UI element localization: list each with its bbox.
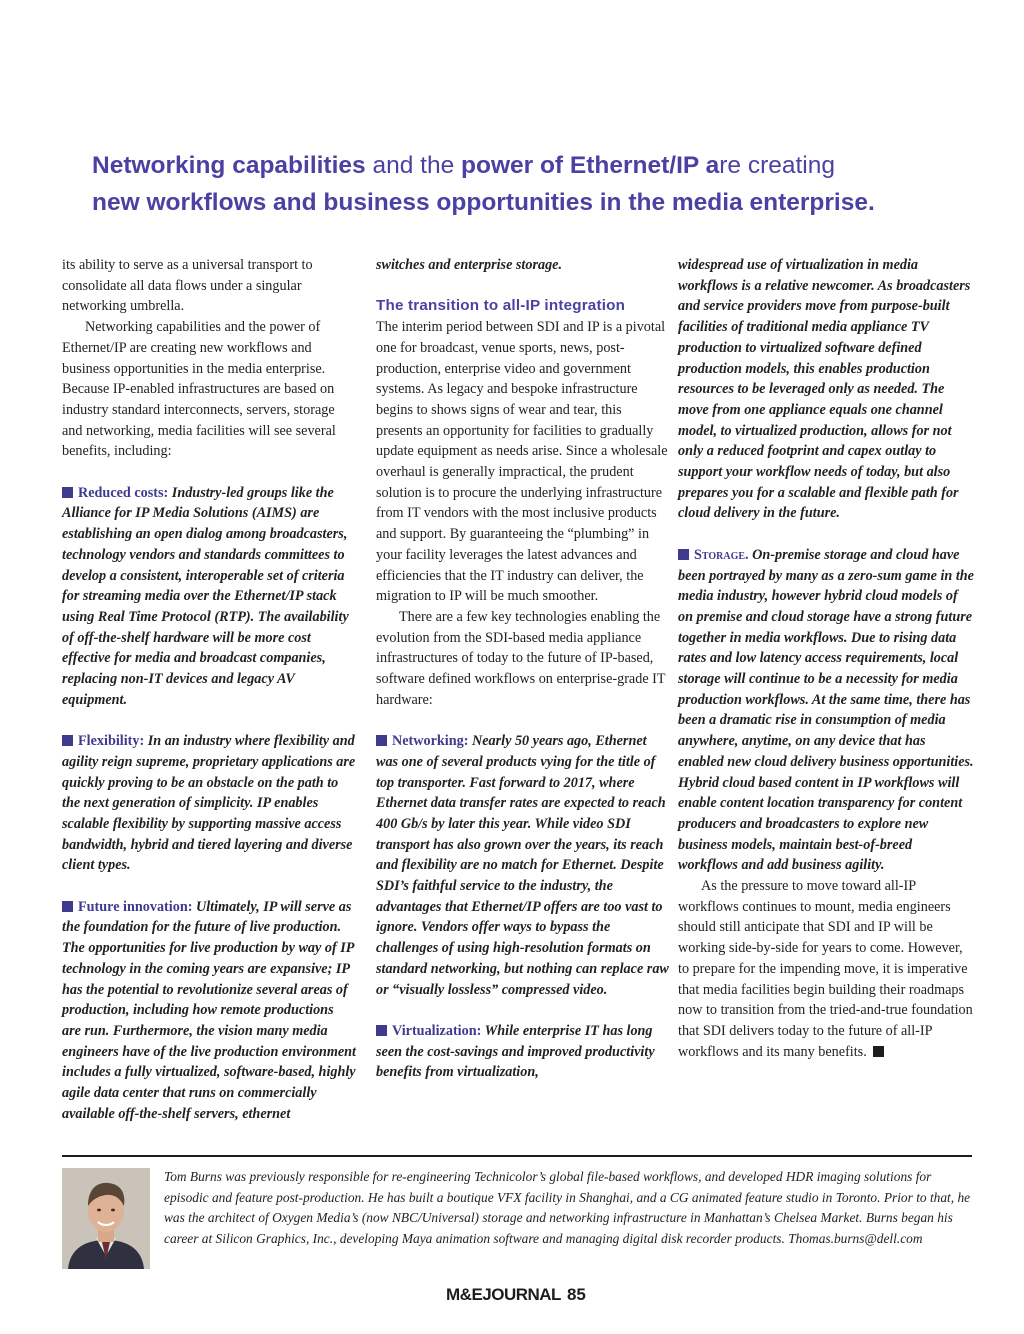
headline-part-1: Networking capabilities <box>92 152 366 179</box>
reduced-costs-text: Industry-led groups like the Alliance for IP Media Solutions (AIMS) are establishing an open dialog among broadcasters, technology vendors and standards committees to develop a consistent, interoperable set of criteria for streaming media over the Ethernet/IP stack using Real Time Protocol (RTP). The availability of off-the-shelf hardware will be more cost effective for media and broadcast companies, replacing non-IT devices and legacy AV equipment. <box>62 484 349 708</box>
author-bio: Tom Burns was previously responsible for re-engineering Technicolor’s global file-based workflows, and developed HDR imaging solutions for episodic and feature post-production. He has built a boutique VFX facility in Shanghai, and a CG animated feature studio in Toronto. Prior to that, he was the architect of Oxygen Media’s (now NBC/Universal) storage and networking infrastructure in Manhattan’s Chelsea Market. Burns began his career at Silicon Graphics, Inc., developing Maya animation software and managing digital disk recorder products. Thomas.burns@dell.com <box>164 1169 971 1247</box>
virtualization-text: While enterprise IT has long seen the cost-savings and improved productivity benefits from virtualization, <box>376 1022 655 1081</box>
page-number: 85 <box>566 1285 586 1304</box>
col2-paragraph-2: There are a few key technologies enabling the evolution from the SDI-based media appliance infrastructures of today to the future of IP-based, software defined workflows on enterprise-grade IT hardware: <box>376 608 666 708</box>
column-3 <box>678 255 974 1062</box>
journal-name: M&EJOURNAL <box>446 1285 561 1304</box>
headline-part-3: power of Ethernet/IP a <box>461 152 720 179</box>
headline-part-5: new workflows and business opportunities in the media enterprise. <box>92 189 875 216</box>
square-bullet-icon <box>376 735 387 746</box>
section-subhead: The transition to all-IP integration <box>376 297 626 315</box>
tech-storage <box>678 545 974 876</box>
tech-networking <box>376 731 670 1000</box>
benefit-flexibility <box>62 731 356 876</box>
col2-continuation: switches and enterprise storage. <box>376 257 563 273</box>
page-footer <box>446 1283 586 1307</box>
square-bullet-icon <box>62 901 73 912</box>
closing-text: As the pressure to move toward all-IP workflows continues to mount, media engineers should still anticipate that SDI and IP will be working side-by-side for years to come. However, to prepare for the impending move, it is imperative that media facilities begin building their roadmaps now to transition from the tried-and-true foundation that SDI delivers today to the future of all-IP workflows and its many benefits. <box>678 878 973 1060</box>
benefit-future-innovation <box>62 897 356 1125</box>
networking-lead: Networking: <box>392 733 469 750</box>
column-1 <box>62 255 356 1124</box>
col2-paragraph-1: The interim period between SDI and IP is a pivotal one for broadcast, venue sports, news, post-production, enterprise video and government systems. As legacy and bespoke infrastructure begins to shows signs of wear and tear, this presents an opportunity for facilities to gradually update equipment as needs arise. Since a wholesale overhaul is generally impractical, the prudent solution is to procure the underlying infrastructure from IT vendors with the most inclusive products and support. By guaranteeing the “plumbing” in your facility leverages the latest advances and efficiencies that the IT industry can deliver, the migration to IP will be much smoother. <box>376 319 668 605</box>
author-portrait-icon <box>62 1168 150 1269</box>
col3-closing <box>678 876 974 1062</box>
flexibility-lead: Flexibility: <box>78 733 145 750</box>
flexibility-text: In an industry where flexibility and agility reign supreme, proprietary applications are quickly proving to be an obstacle on the path to the next generation of simplicity. IP enables scalable flexibility by supporting massive access bandwidth, hybrid and tiered layering and diverse client types. <box>62 733 356 874</box>
virtualization-lead: Virtualization: <box>392 1022 482 1039</box>
headline-part-2: and the <box>365 152 462 179</box>
storage-text: On-premise storage and cloud have been portrayed by many as a zero-sum game in the media industry, however hybrid cloud models of on premise and cloud storage have a strong future together in media workflows. Due to rising data rates and low latency access requirements, local storage will continue to be a necessity for media production workflows. At the same time, there has been a dramatic rise in consumption of media anywhere, anytime, on any device that has enabled new cloud delivery business opportunities. Hybrid cloud based content in IP workflows will enable content location transparency for content producers and broadcasters to explore new business models, maintain best-of-breed workflows and add business agility. <box>678 546 974 874</box>
headline-part-4: re creating <box>719 152 835 179</box>
page-headline <box>92 147 982 221</box>
author-photo <box>62 1168 150 1269</box>
col1-paragraph-2: Networking capabilities and the power of Ethernet/IP are creating new workflows and business opportunities in the media enterprise. Because IP-enabled infrastructures are based on industry standard interconnects, servers, storage and networking, media facilities will see several benefits, including: <box>62 319 336 460</box>
square-bullet-icon <box>62 735 73 746</box>
column-2 <box>376 255 670 1083</box>
square-bullet-icon <box>62 487 73 498</box>
future-innovation-text: Ultimately, IP will serve as the foundation for the future of live production. The opportunities for live production by way of IP technology in the coming years are expansive; IP has the potential to revolutionize several areas of production, including how remote productions are run. Furthermore, the vision many media engineers have of the live production environment includes a fully virtualized, software-based, highly agile data center that runs on commercially available off-the-shelf servers, ethernet <box>62 898 356 1122</box>
reduced-costs-lead: Reduced costs: <box>78 484 169 501</box>
storage-lead: Storage. <box>694 546 749 563</box>
col1-intro: its ability to serve as a universal transport to consolidate all data flows under a singular networking umbrella. <box>62 257 313 315</box>
future-innovation-lead: Future innovation: <box>78 898 193 915</box>
col3-continuation: widespread use of virtualization in media workflows is a relative newcomer. As broadcasters and service providers move from purpose-built facilities of traditional media appliance TV production to virtualized software defined production models, this enables production resources to be leveraged only as needed. The move from one appliance equals one channel model, to virtualized production, allows for not only a reduced footprint and capex outlay to support your workflow needs of today, but also prepares you for a scalable and flexible path for cloud delivery in the future. <box>678 257 971 522</box>
benefit-reduced-costs <box>62 483 356 711</box>
bio-divider <box>62 1155 972 1157</box>
tech-virtualization <box>376 1021 670 1083</box>
end-of-article-icon <box>873 1046 884 1057</box>
square-bullet-icon <box>678 549 689 560</box>
square-bullet-icon <box>376 1025 387 1036</box>
networking-text: Nearly 50 years ago, Ethernet was one of several products vying for the title of top transporter. Fast forward to 2017, where Ethernet data transfer rates are expected to reach 400 Gb/s by later this year. While video SDI transport has also grown over the years, its reach and flexibility are no match for Ethernet. Despite SDI’s faithful service to the industry, the advantages that Ethernet/IP offers are too vast to ignore. Vendors offer ways to bypass the challenges of using high-resolution formats on standard networking, but nothing can replace raw or “visually lossless” compressed video. <box>376 733 669 998</box>
